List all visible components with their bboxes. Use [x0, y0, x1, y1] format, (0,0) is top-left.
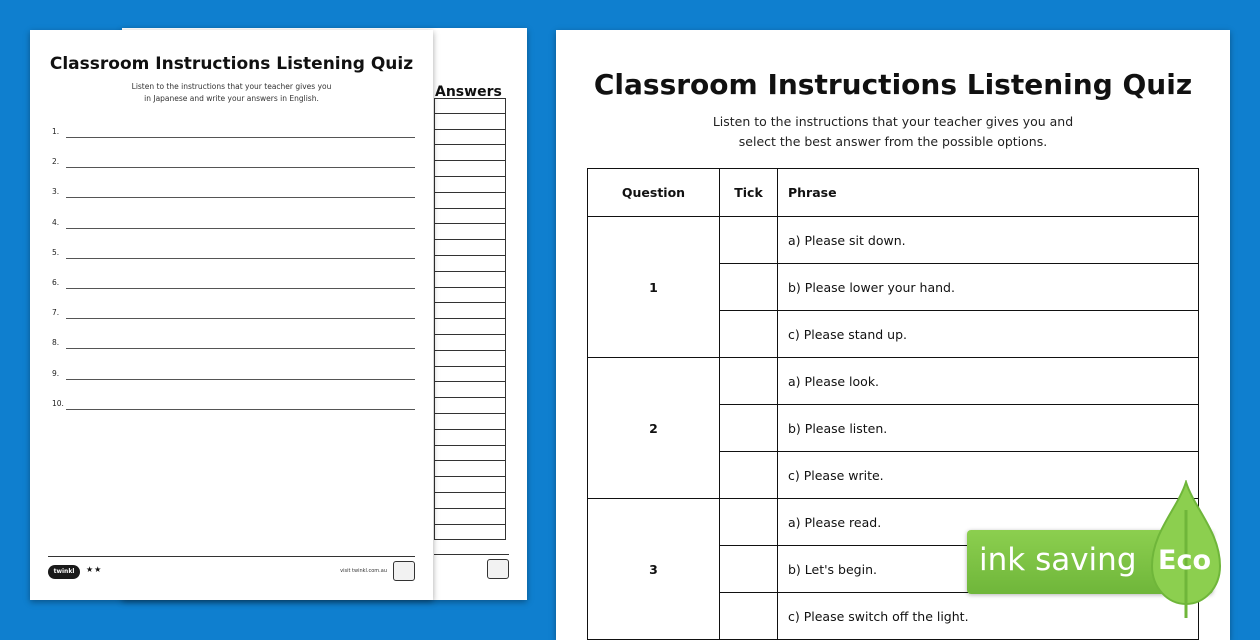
answer-line [52, 218, 415, 232]
answer-number: 2. [52, 157, 60, 167]
answer-grid-row [434, 509, 506, 525]
answer-rule [66, 258, 415, 259]
ink-saving-text: ink saving [979, 542, 1137, 578]
answer-number: 9. [52, 368, 60, 378]
answer-grid-row [434, 414, 506, 430]
answer-rule [66, 288, 415, 289]
tick-box[interactable] [720, 405, 778, 452]
tick-box[interactable] [720, 264, 778, 311]
answer-grid-row [434, 209, 506, 225]
table-row [588, 358, 1199, 405]
answer-grid-row [434, 193, 506, 209]
answer-grid-row [434, 177, 506, 193]
answer-grid-row [434, 367, 506, 383]
header-question: Question [588, 169, 720, 217]
header-tick: Tick [720, 169, 778, 217]
answers-title: Answers [435, 84, 502, 100]
phrase-option: c) Please stand up. [778, 311, 1199, 358]
phrase-option: b) Please lower your hand. [778, 264, 1199, 311]
website-text: visit twinkl.com.au [340, 568, 387, 574]
answer-line [52, 369, 415, 383]
tick-box[interactable] [720, 546, 778, 593]
answer-number: 1. [52, 127, 60, 136]
answer-grid-row [434, 288, 506, 304]
phrase-option: a) Please sit down. [778, 217, 1199, 264]
tick-box[interactable] [720, 452, 778, 499]
answer-grid-row [434, 351, 506, 367]
answer-grid-row [434, 446, 506, 462]
answer-rule [66, 137, 415, 138]
answer-line [52, 248, 415, 262]
difficulty-stars: ★★ [86, 565, 103, 574]
phrase-option: a) Please look. [778, 358, 1199, 405]
answer-line [52, 278, 415, 292]
question-number: 2 [588, 358, 720, 499]
quiz-title: Classroom Instructions Listening Quiz [593, 68, 1193, 101]
answer-grid-row [434, 98, 506, 114]
twinkl-logo: twinkl [48, 565, 80, 579]
answer-number: 6. [52, 278, 60, 287]
quiz-instruction-line: Listen to the instructions that your teacher gives you and [712, 114, 1074, 129]
worksheet-footer [48, 556, 415, 587]
answer-grid-row [434, 525, 506, 541]
phrase-option: b) Let's begin. [778, 546, 1199, 593]
answer-grid-row [434, 114, 506, 130]
answer-grid-row [434, 303, 506, 319]
worksheet-instruction-line: Listen to the instructions that your teacher gives you [131, 82, 332, 91]
answer-grid-row [434, 493, 506, 509]
badge-icon [393, 561, 415, 581]
tick-box[interactable] [720, 217, 778, 264]
answer-grid-row [434, 272, 506, 288]
answer-grid-row [434, 335, 506, 351]
quiz-instruction-line: select the best answer from the possible options. [738, 134, 1048, 149]
answer-line [52, 399, 415, 413]
answers-footer [434, 554, 509, 585]
table-row [588, 217, 1199, 264]
answer-line [52, 338, 415, 352]
answer-line [52, 308, 415, 322]
answer-grid-row [434, 477, 506, 493]
answer-grid-row [434, 145, 506, 161]
phrase-option: b) Please listen. [778, 405, 1199, 452]
answer-rule [66, 318, 415, 319]
answer-grid-row [434, 240, 506, 256]
answer-number: 3. [52, 187, 60, 197]
answer-rule [66, 197, 415, 198]
header-phrase: Phrase [778, 169, 1199, 217]
answer-grid-row [434, 382, 506, 398]
tick-box[interactable] [720, 499, 778, 546]
answer-grid-row [434, 130, 506, 146]
tick-box[interactable] [720, 358, 778, 405]
answer-line [52, 187, 415, 201]
worksheet-title: Classroom Instructions Listening Quiz [49, 54, 414, 74]
answer-grid-row [434, 224, 506, 240]
answer-rule [66, 409, 415, 410]
table-header-row [588, 169, 1199, 217]
badge-icon [487, 559, 509, 579]
answer-rule [66, 228, 415, 229]
answer-number: 8. [52, 338, 60, 348]
worksheet-instruction-line: in Japanese and write your answers in English. [144, 94, 319, 103]
answer-grid-row [434, 430, 506, 446]
phrase-option: c) Please write. [778, 452, 1199, 499]
answer-grid-row [434, 161, 506, 177]
phrase-option: c) Please switch off the light. [778, 593, 1199, 640]
answer-line [52, 127, 415, 141]
answer-line [52, 157, 415, 171]
answer-rule [66, 167, 415, 168]
answer-number: 7. [52, 308, 60, 318]
worksheet-preview [30, 30, 433, 600]
answer-grid-row [434, 319, 506, 335]
answer-number: 4. [52, 217, 60, 227]
answer-number: 5. [52, 247, 60, 257]
answer-rule [66, 348, 415, 349]
answer-rule [66, 379, 415, 380]
answers-grid [434, 98, 506, 540]
eco-label: Eco [1158, 545, 1211, 576]
answer-grid-row [434, 256, 506, 272]
question-number: 3 [588, 499, 720, 640]
answer-grid-row [434, 461, 506, 477]
phrase-option: a) Please read. [778, 499, 1199, 546]
tick-box[interactable] [720, 593, 778, 640]
answer-grid-row [434, 398, 506, 414]
tick-box[interactable] [720, 311, 778, 358]
question-number: 1 [588, 217, 720, 358]
answer-number: 10. [52, 398, 64, 408]
